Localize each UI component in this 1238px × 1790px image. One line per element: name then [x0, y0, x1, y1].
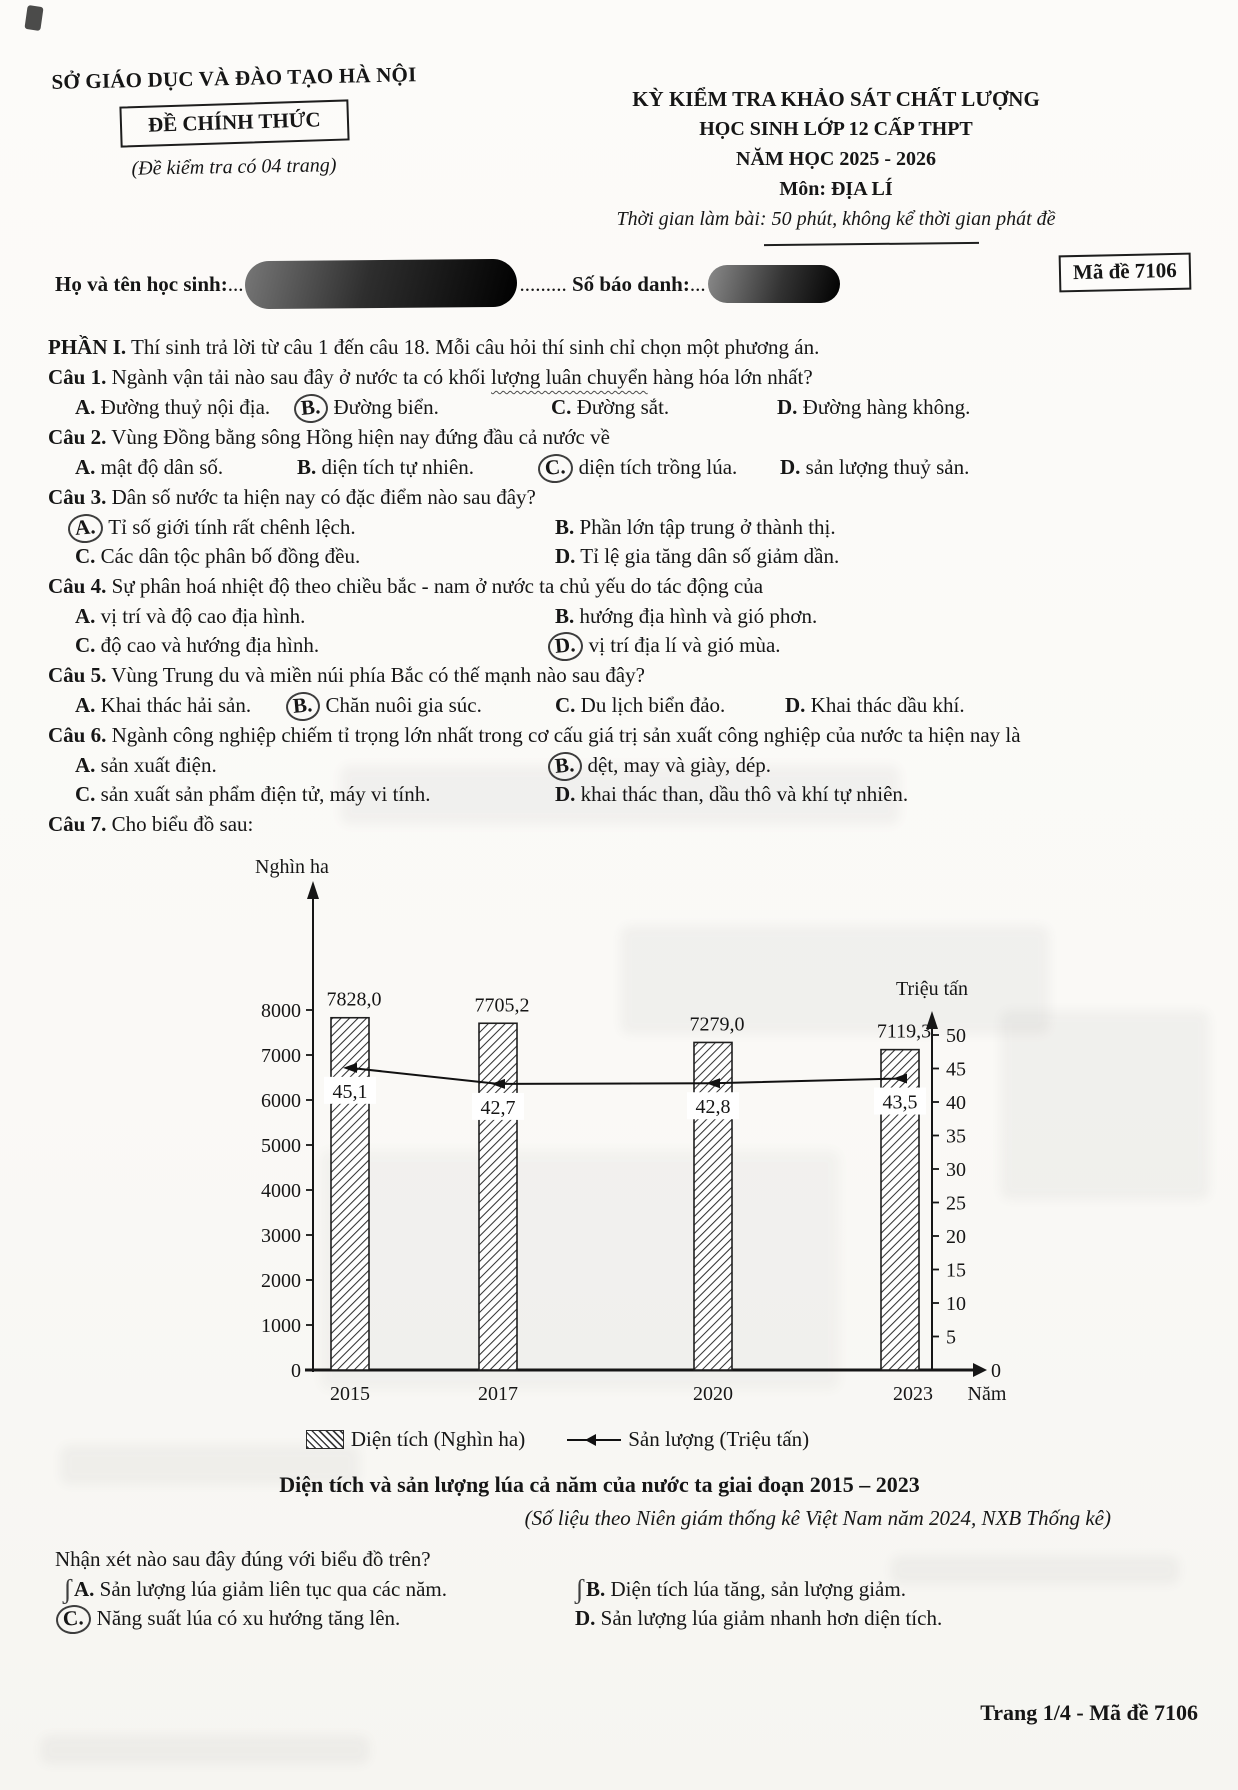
svg-text:Triệu tấn: Triệu tấn — [895, 978, 969, 1000]
question-label: Câu 4. — [48, 574, 107, 598]
part1-label: PHẦN I. — [48, 335, 127, 359]
option-d — [777, 393, 1206, 422]
legend-label: Sản lượng (Triệu tấn) — [628, 1427, 810, 1451]
option-key: D. — [555, 544, 576, 568]
exam-duration: Thời gian làm bài: 50 phút, không kể thời gian phát đề — [616, 208, 1056, 230]
student-id-label: Số báo danh: — [571, 271, 690, 296]
pages-note: (Đề kiểm tra có 04 trang) — [131, 154, 337, 180]
svg-text:2015: 2015 — [330, 1383, 370, 1405]
option-b — [293, 691, 555, 720]
part1-instruction: Thí sinh trả lời từ câu 1 đến câu 18. Mỗi câu hỏi thí sinh chỉ chọn một phương án. — [131, 335, 820, 359]
svg-text:25: 25 — [946, 1192, 966, 1215]
exam-title-line1: KỲ KIỂM TRA KHẢO SÁT CHẤT LƯỢNG — [632, 87, 1040, 111]
pencil-circled-answer: C. — [537, 453, 575, 485]
option-text: vị trí địa lí và gió mùa. — [588, 633, 781, 657]
svg-text:43,5: 43,5 — [882, 1091, 918, 1114]
question-3 — [48, 483, 1206, 571]
legend-item-production — [567, 1425, 809, 1454]
option-c — [545, 453, 780, 482]
option-d — [785, 691, 1206, 720]
option-text: dệt, may và giày, dép. — [587, 753, 772, 777]
svg-text:5000: 5000 — [261, 1135, 301, 1157]
question-text: Cho biểu đồ sau: — [111, 812, 254, 836]
svg-text:15: 15 — [946, 1259, 966, 1282]
option-key: A. — [74, 1577, 95, 1601]
svg-text:20: 20 — [946, 1226, 966, 1248]
option-key: C. — [75, 782, 96, 806]
svg-text:7119,3: 7119,3 — [876, 1020, 932, 1043]
question-7-followup — [48, 1545, 1206, 1633]
svg-text:Năm: Năm — [967, 1383, 1007, 1405]
pencil-mark: ʃ — [575, 1574, 584, 1604]
option-b — [555, 602, 1206, 631]
svg-text:10: 10 — [946, 1293, 966, 1315]
option-key: A. — [75, 395, 96, 419]
option-b — [555, 751, 1206, 780]
option-a — [75, 602, 555, 631]
svg-text:42,8: 42,8 — [695, 1096, 731, 1119]
option-text: độ cao và hướng địa hình. — [100, 633, 320, 657]
pencil-underlined-text: lượng luân chuyển — [491, 365, 648, 389]
dots: ... — [689, 271, 706, 296]
question-5 — [48, 661, 1206, 720]
exam-title-line3: NĂM HỌC 2025 - 2026 — [736, 148, 936, 170]
header-left — [28, 62, 440, 180]
page-footer: Trang 1/4 - Mã đề 7106 — [980, 1700, 1198, 1725]
option-key: D. — [785, 693, 806, 717]
option-key: B. — [586, 1577, 606, 1601]
question-text: Ngành công nghiệp chiếm tỉ trọng lớn nhất trong cơ cấu giá trị sản xuất công nghiệp của nước ta hiện nay là — [111, 723, 1021, 747]
option-text: Đường biển. — [333, 395, 439, 419]
svg-text:42,7: 42,7 — [480, 1096, 516, 1119]
option-c — [555, 691, 785, 720]
question-text: Nhận xét nào sau đây đúng với biểu đồ trên? — [55, 1547, 431, 1571]
pencil-circled-answer: D. — [547, 631, 585, 663]
option-text: Phần lớn tập trung ở thành thị. — [579, 515, 836, 539]
redacted-name — [245, 259, 517, 309]
option-c — [63, 1604, 575, 1633]
option-text: khai thác than, dầu thô và khí tự nhiên. — [580, 782, 909, 806]
question-label: Câu 3. — [48, 485, 107, 509]
option-text: Đường sắt. — [576, 395, 670, 419]
option-a — [75, 751, 555, 780]
question-4 — [48, 572, 1206, 660]
option-text: Đường thuỷ nội địa. — [100, 395, 271, 419]
option-text: Chăn nuôi gia súc. — [325, 693, 482, 717]
question-label: Câu 5. — [48, 663, 107, 687]
bleed-smudge — [40, 1735, 370, 1765]
svg-text:7279,0: 7279,0 — [689, 1013, 745, 1036]
option-text: diện tích tự nhiên. — [321, 455, 475, 479]
official-exam-box: ĐỀ CHÍNH THỨC — [119, 99, 349, 147]
question-6 — [48, 721, 1206, 809]
option-a — [63, 1575, 575, 1604]
option-b — [297, 453, 545, 482]
dots: ......... — [519, 271, 567, 296]
option-key: C. — [75, 544, 96, 568]
question-text: hàng hóa lớn nhất? — [647, 365, 813, 389]
svg-text:50: 50 — [946, 1025, 966, 1047]
hatched-bar-swatch-icon — [306, 1430, 344, 1449]
option-text: Diện tích lúa tăng, sản lượng giảm. — [610, 1577, 906, 1601]
question-text: Vùng Đồng bằng sông Hồng hiện nay đứng đầu cả nước về — [111, 425, 610, 449]
pencil-circled-answer: C. — [55, 1604, 93, 1636]
question-label: Câu 1. — [48, 365, 107, 389]
org-name: SỞ GIÁO DỤC VÀ ĐÀO TẠO HÀ NỘI — [51, 62, 417, 94]
option-text: Năng suất lúa có xu hướng tăng lên. — [96, 1606, 401, 1630]
question-label: Câu 7. — [48, 812, 107, 836]
svg-text:2000: 2000 — [261, 1270, 301, 1292]
option-c — [75, 631, 555, 660]
question-label: Câu 6. — [48, 723, 107, 747]
option-key: C. — [75, 633, 96, 657]
svg-text:6000: 6000 — [261, 1090, 301, 1112]
line-marker-swatch-icon — [567, 1432, 621, 1448]
svg-text:0: 0 — [991, 1360, 1001, 1382]
option-key: C. — [555, 693, 576, 717]
option-d — [780, 453, 1206, 482]
option-c — [75, 780, 555, 809]
option-b — [575, 1575, 1206, 1604]
option-key: B. — [297, 455, 317, 479]
option-text: diện tích trồng lúa. — [578, 455, 738, 479]
combo-chart — [225, 845, 1055, 1417]
option-text: mật độ dân số. — [100, 455, 224, 479]
option-key: D. — [780, 455, 801, 479]
svg-text:40: 40 — [946, 1092, 966, 1114]
option-key: B. — [555, 515, 575, 539]
option-text: sản xuất sản phẩm điện tử, máy vi tính. — [100, 782, 431, 806]
chart-legend — [225, 1425, 1055, 1454]
svg-text:2017: 2017 — [478, 1383, 518, 1405]
exam-title-line2: HỌC SINH LỚP 12 CẤP THPT — [699, 118, 973, 140]
option-b — [555, 513, 1206, 542]
pencil-circled-answer: B. — [285, 691, 322, 723]
option-key: D. — [555, 782, 576, 806]
question-text: Dân số nước ta hiện nay có đặc điểm nào sau đây? — [111, 485, 536, 509]
option-c — [551, 393, 777, 422]
svg-text:4000: 4000 — [261, 1180, 301, 1202]
option-key: A. — [75, 753, 96, 777]
option-a — [75, 691, 293, 720]
option-text: Khai thác dầu khí. — [810, 693, 965, 717]
pencil-circled-answer: A. — [67, 513, 105, 545]
option-text: Du lịch biển đảo. — [580, 693, 726, 717]
pencil-mark: ʃ — [63, 1574, 72, 1604]
chart-block — [225, 845, 1055, 1454]
option-key: A. — [75, 693, 96, 717]
svg-text:45: 45 — [946, 1058, 966, 1081]
student-info-row — [55, 257, 1205, 318]
option-text: Đường hàng không. — [802, 395, 971, 419]
option-c — [75, 542, 555, 571]
question-2 — [48, 423, 1206, 482]
option-text: Khai thác hải sản. — [100, 693, 252, 717]
option-a — [75, 513, 555, 542]
exam-subject: Môn: ĐỊA LÍ — [779, 178, 893, 200]
option-key: D. — [575, 1606, 596, 1630]
option-a — [75, 453, 297, 482]
exam-code-box: Mã đề 7106 — [1059, 253, 1192, 293]
option-text: hướng địa hình và gió phơn. — [579, 604, 818, 628]
option-key: B. — [555, 604, 575, 628]
option-d — [575, 1604, 1206, 1633]
svg-text:35: 35 — [946, 1125, 966, 1148]
svg-text:0: 0 — [291, 1360, 301, 1382]
option-d — [555, 542, 1206, 571]
chart-source: (Số liệu theo Niên giám thống kê Việt Nam năm 2024, NXB Thống kê) — [524, 1506, 1111, 1530]
svg-text:Nghìn ha: Nghìn ha — [255, 856, 329, 878]
legend-item-area — [306, 1425, 525, 1454]
question-7 — [48, 810, 1206, 839]
part1-heading — [48, 333, 1206, 362]
option-text: sản xuất điện. — [100, 753, 217, 777]
svg-text:30: 30 — [946, 1159, 966, 1181]
svg-text:8000: 8000 — [261, 1000, 301, 1022]
question-label: Câu 2. — [48, 425, 107, 449]
header-right — [446, 84, 1226, 245]
legend-label: Diện tích (Nghìn ha) — [350, 1427, 526, 1451]
question-text: Sự phân hoá nhiệt độ theo chiều bắc - nam ở nước ta chủ yếu do tác động của — [111, 574, 764, 598]
chart-title: Diện tích và sản lượng lúa cả năm của nước ta giai đoạn 2015 – 2023 — [279, 1472, 920, 1497]
option-text: Các dân tộc phân bố đồng đều. — [100, 544, 361, 568]
option-text: Sản lượng lúa giảm nhanh hơn diện tích. — [600, 1606, 943, 1630]
question-text: Vùng Trung du và miền núi phía Bắc có thế mạnh nào sau đây? — [111, 663, 645, 687]
svg-text:3000: 3000 — [261, 1225, 301, 1247]
scan-corner-mark — [24, 5, 43, 31]
option-a — [75, 393, 301, 422]
question-text: Ngành vận tải nào sau đây ở nước ta có khối — [111, 365, 492, 389]
redacted-id — [708, 265, 840, 303]
option-d — [555, 780, 1206, 809]
student-name-label: Họ và tên học sinh: — [55, 271, 228, 296]
question-1 — [48, 363, 1206, 422]
option-key: C. — [551, 395, 572, 419]
option-text: Tỉ lệ gia tăng dân số giảm dần. — [580, 544, 840, 568]
svg-text:5: 5 — [946, 1326, 956, 1349]
svg-text:2020: 2020 — [693, 1383, 733, 1405]
option-text: sản lượng thuỷ sản. — [805, 455, 970, 479]
exam-body — [48, 332, 1206, 1634]
pencil-circled-answer: B. — [547, 751, 584, 783]
option-text: vị trí và độ cao địa hình. — [100, 604, 306, 628]
option-text: Tỉ số giới tính rất chênh lệch. — [108, 515, 356, 539]
option-text: Sản lượng lúa giảm liên tục qua các năm. — [99, 1577, 447, 1601]
option-key: D. — [777, 395, 798, 419]
option-key: A. — [75, 604, 96, 628]
svg-text:1000: 1000 — [261, 1315, 301, 1337]
svg-text:7000: 7000 — [261, 1045, 301, 1067]
svg-text:7705,2: 7705,2 — [474, 994, 530, 1017]
svg-text:45,1: 45,1 — [332, 1080, 368, 1103]
pencil-circled-answer: B. — [293, 393, 330, 425]
svg-text:2023: 2023 — [893, 1383, 933, 1405]
option-d — [555, 631, 1206, 660]
header-divider — [763, 242, 978, 246]
dots: ... — [227, 271, 244, 296]
option-key: A. — [75, 455, 96, 479]
svg-text:7828,0: 7828,0 — [326, 988, 382, 1011]
option-b — [301, 393, 551, 422]
